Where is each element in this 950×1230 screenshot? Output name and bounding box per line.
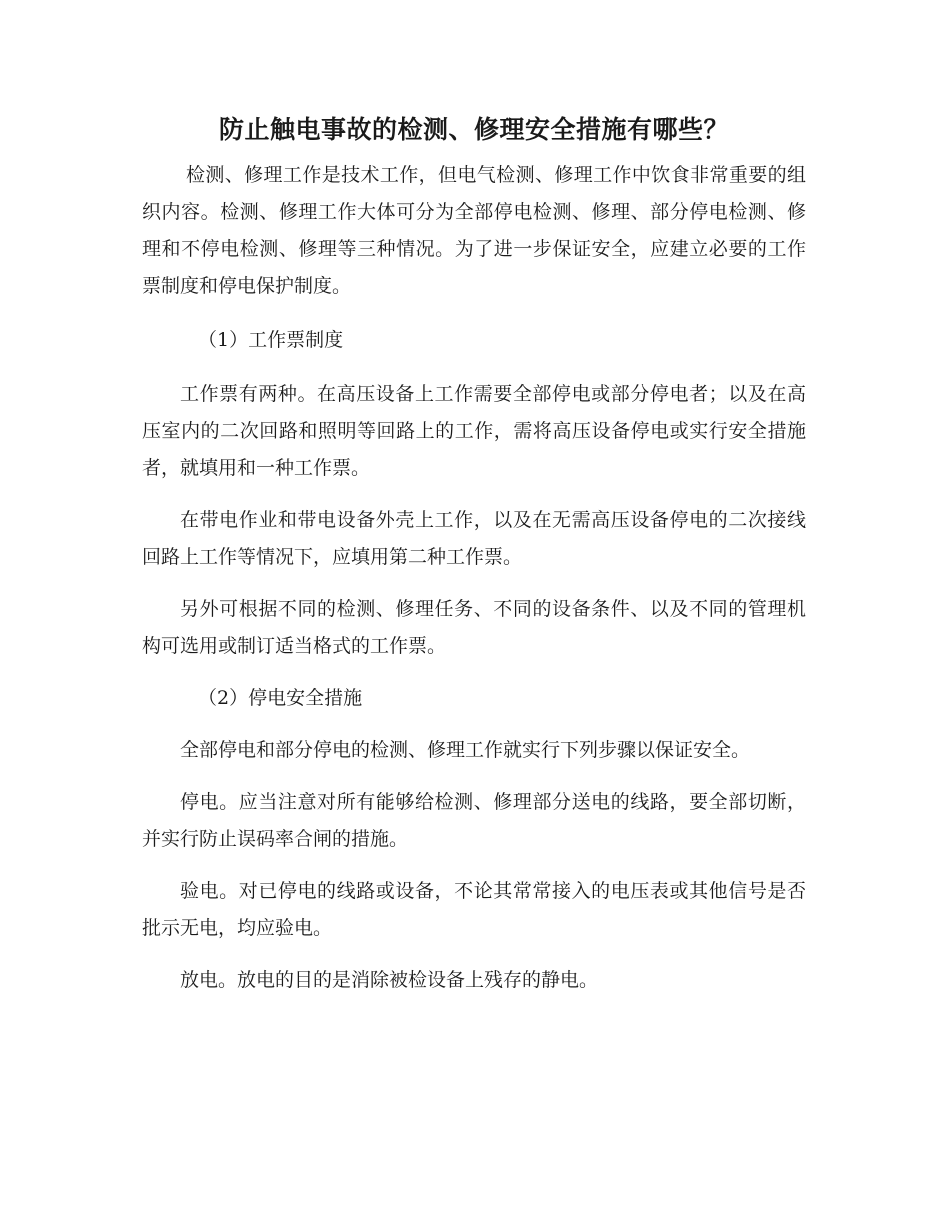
paragraph-verify: 验电。对已停电的线路或设备，不论其常常接入的电压表或其他信号是否批示无电，均应验电。: [142, 880, 806, 939]
paragraph-power-off: 停电。应当注意对所有能够给检测、修理部分送电的线路，要全部切断，并实行防止误码率合闸的措施。: [142, 791, 806, 850]
document-page: [142, 110, 806, 999]
paragraph-work-ticket-types: 工作票有两种。在高压设备上工作需要全部停电或部分停电者；以及在高压室内的二次回路和照明等回路上的工作，需将高压设备停电或实行安全措施者，就填用和一种工作票。: [142, 383, 806, 479]
paragraph-discharge: 放电。放电的目的是消除被检设备上残存的静电。: [180, 969, 599, 991]
section-heading-power-off: （2）停电安全措施: [198, 687, 363, 709]
paragraph-steps-intro: 全部停电和部分停电的检测、修理工作就实行下列步骤以保证安全。: [180, 739, 751, 761]
section-heading-work-ticket: （1）工作票制度: [198, 329, 344, 351]
intro-paragraph: 检测、修理工作是技术工作，但电气检测、修理工作中饮食非常重要的组织内容。检测、修理工作大体可分为全部停电检测、修理、部分停电检测、修理和不停电检测、修理等三种情况。为了进一步保证安全，应建立必要的工作票制度和停电保护制度。: [142, 164, 806, 297]
document-title: 防止触电事故的检测、修理安全措施有哪些？: [218, 115, 729, 144]
paragraph-second-ticket: 在带电作业和带电设备外壳上工作，以及在无需高压设备停电的二次接线回路上工作等情况下，应填用第二种工作票。: [142, 509, 806, 568]
paragraph-ticket-format: 另外可根据不同的检测、修理任务、不同的设备条件、以及不同的管理机构可选用或制订适当格式的工作票。: [142, 598, 806, 657]
